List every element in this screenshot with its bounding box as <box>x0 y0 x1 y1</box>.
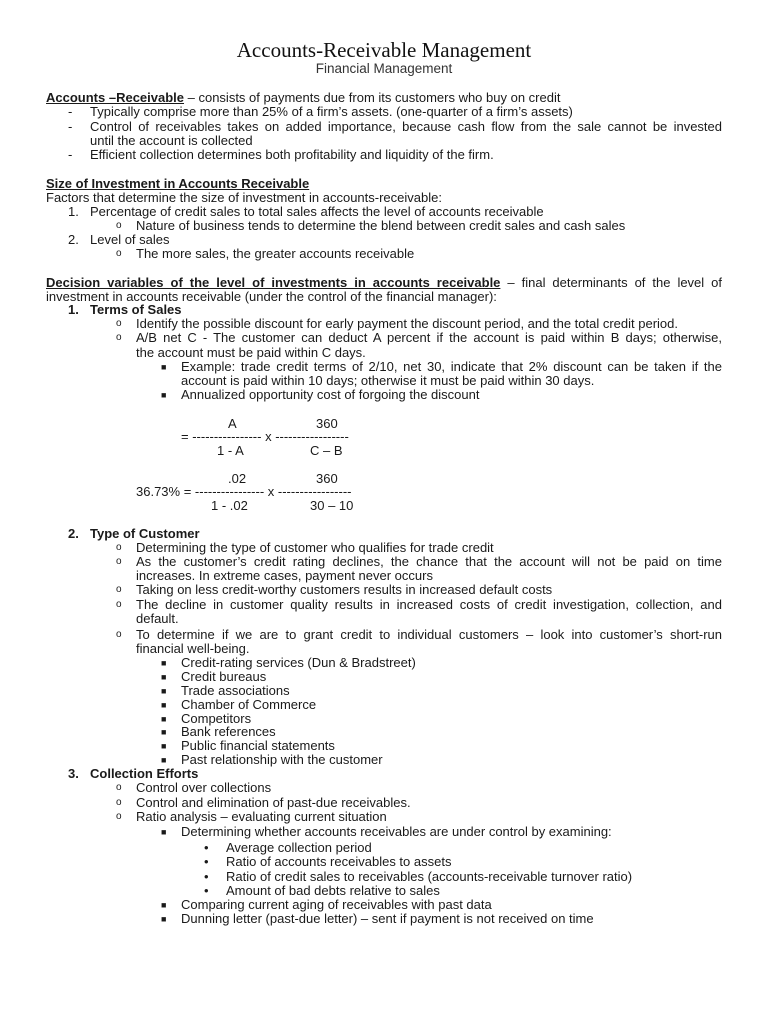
document-title: Accounts-Receivable Management <box>236 38 532 62</box>
sub-sub-item-cont: account is paid within 10 days; otherwise it must be paid within 30 days. <box>181 373 595 388</box>
formula-denominator-2: C – B <box>310 443 343 458</box>
ratio-item: Amount of bad debts relative to sales <box>226 883 440 898</box>
subsection-heading: Type of Customer <box>90 526 200 541</box>
sub-item: To determine if we are to grant credit to individual customers – look into customer’s short-run <box>136 627 722 642</box>
sub-sub-item: Example: trade credit terms of 2/10, net 30, indicate that 2% discount can be taken if the <box>181 359 722 374</box>
sub-sub-item: Determining whether accounts receivables are under control by examining: <box>181 824 612 839</box>
circle-bullet-icon: o <box>116 556 122 567</box>
example-line: 36.73% = ---------------- x ----------------- <box>136 484 352 499</box>
source-item: Public financial statements <box>181 738 335 753</box>
circle-bullet-icon: o <box>116 629 122 640</box>
dash-bullet: - <box>68 104 73 119</box>
intro-term: Accounts –Receivable <box>46 90 185 105</box>
source-item: Past relationship with the customer <box>181 752 383 767</box>
formula-line: = ---------------- x ----------------- <box>181 429 349 444</box>
circle-bullet-icon: o <box>116 797 122 808</box>
square-bullet-icon: ■ <box>161 390 167 400</box>
square-bullet-icon: ■ <box>161 714 167 724</box>
section-heading: Decision variables of the level of investments in accounts receivable <box>46 275 501 290</box>
section-heading-line <box>46 276 722 290</box>
sub-sub-item: Dunning letter (past-due letter) – sent if payment is not received on time <box>181 911 594 926</box>
subsection-heading: Collection Efforts <box>90 766 199 781</box>
list-number: 1. <box>68 204 79 219</box>
sub-item: Nature of business tends to determine the blend between credit sales and cash sales <box>136 218 626 233</box>
square-bullet-icon: ■ <box>161 914 167 924</box>
circle-bullet-icon: o <box>116 248 122 259</box>
square-bullet-icon: ■ <box>161 827 167 837</box>
sub-item: The more sales, the greater accounts receivable <box>136 246 415 261</box>
square-bullet-icon: ■ <box>161 686 167 696</box>
sub-item-cont: default. <box>136 611 179 626</box>
list-item-cont: until the account is collected <box>90 133 253 148</box>
sub-item: Control over collections <box>136 780 272 795</box>
sub-item: As the customer’s credit rating declines, the chance that the account will not be paid on time <box>136 554 722 569</box>
paragraph: Factors that determine the size of investment in accounts-receivable: <box>46 190 442 205</box>
example-numerator-2: 360 <box>316 471 338 486</box>
square-bullet-icon: ■ <box>161 727 167 737</box>
paragraph: investment in accounts receivable (under the control of the financial manager): <box>46 289 497 304</box>
source-item: Trade associations <box>181 683 290 698</box>
circle-bullet-icon: o <box>116 811 122 822</box>
sub-item: Taking on less credit-worthy customers results in increased default costs <box>136 582 553 597</box>
ratio-item: Ratio of credit sales to receivables (accounts-receivable turnover ratio) <box>226 869 633 884</box>
ratio-item: Ratio of accounts receivables to assets <box>226 854 452 869</box>
dot-bullet-icon: • <box>204 840 209 855</box>
source-item: Credit bureaus <box>181 669 267 684</box>
example-denominator-2: 30 – 10 <box>310 498 354 513</box>
sub-sub-item: Comparing current aging of receivables with past data <box>181 897 492 912</box>
list-number: 1. <box>68 302 79 317</box>
sub-item: A/B net C - The customer can deduct A percent if the account is paid within B days; otherwise, <box>136 330 722 345</box>
list-item: Typically comprise more than 25% of a firm’s assets. (one-quarter of a firm’s assets) <box>90 104 573 119</box>
square-bullet-icon: ■ <box>161 755 167 765</box>
intro-definition: – consists of payments due from its customers who buy on credit <box>184 90 561 105</box>
dot-bullet-icon: • <box>204 854 209 869</box>
ratio-item: Average collection period <box>226 840 372 855</box>
circle-bullet-icon: o <box>116 542 122 553</box>
circle-bullet-icon: o <box>116 332 122 343</box>
circle-bullet-icon: o <box>116 220 122 231</box>
subsection-heading: Terms of Sales <box>90 302 182 317</box>
example-denominator-1: 1 - .02 <box>211 498 248 513</box>
square-bullet-icon: ■ <box>161 672 167 682</box>
sub-item-cont: the account must be paid within C days. <box>136 345 366 360</box>
list-number: 3. <box>68 766 79 781</box>
list-number: 2. <box>68 232 79 247</box>
formula-denominator-1: 1 - A <box>217 443 244 458</box>
circle-bullet-icon: o <box>116 318 122 329</box>
sub-item-cont: increases. In extreme cases, payment never occurs <box>136 568 433 583</box>
list-item: Efficient collection determines both profitability and liquidity of the firm. <box>90 147 494 162</box>
sub-item: The decline in customer quality results in increased costs of credit investigation, collection, and <box>136 597 722 612</box>
example-numerator-1: .02 <box>228 471 247 486</box>
square-bullet-icon: ■ <box>161 700 167 710</box>
dash-bullet: - <box>68 119 73 134</box>
list-number: 2. <box>68 526 79 541</box>
dash-bullet: - <box>68 147 73 162</box>
circle-bullet-icon: o <box>116 782 122 793</box>
square-bullet-icon: ■ <box>161 362 167 372</box>
list-item: Control of receivables takes on added importance, because cash flow from the sale cannot be invested <box>90 119 722 134</box>
heading-rest: – final determinants of the level of <box>500 275 722 290</box>
sub-item: Ratio analysis – evaluating current situation <box>136 809 387 824</box>
dot-bullet-icon: • <box>204 883 209 898</box>
circle-bullet-icon: o <box>116 599 122 610</box>
sub-sub-item: Annualized opportunity cost of forgoing the discount <box>181 387 480 402</box>
formula-numerator-2: 360 <box>316 416 338 431</box>
formula-numerator-1: A <box>228 416 237 431</box>
dot-bullet-icon: • <box>204 869 209 884</box>
sub-item: Control and elimination of past-due receivables. <box>136 795 411 810</box>
list-item: Level of sales <box>90 232 170 247</box>
intro-line <box>46 91 560 105</box>
circle-bullet-icon: o <box>116 584 122 595</box>
source-item: Competitors <box>181 711 252 726</box>
section-heading: Size of Investment in Accounts Receivable <box>46 176 310 191</box>
list-item: Percentage of credit sales to total sales affects the level of accounts receivable <box>90 204 544 219</box>
document-subtitle: Financial Management <box>315 61 453 76</box>
sub-item: Determining the type of customer who qualifies for trade credit <box>136 540 494 555</box>
sub-item: Identify the possible discount for early payment the discount period, and the total credit period. <box>136 316 678 331</box>
sub-item-cont: financial well-being. <box>136 641 250 656</box>
square-bullet-icon: ■ <box>161 658 167 668</box>
square-bullet-icon: ■ <box>161 900 167 910</box>
source-item: Credit-rating services (Dun & Bradstreet) <box>181 655 416 670</box>
square-bullet-icon: ■ <box>161 741 167 751</box>
source-item: Bank references <box>181 724 276 739</box>
source-item: Chamber of Commerce <box>181 697 317 712</box>
